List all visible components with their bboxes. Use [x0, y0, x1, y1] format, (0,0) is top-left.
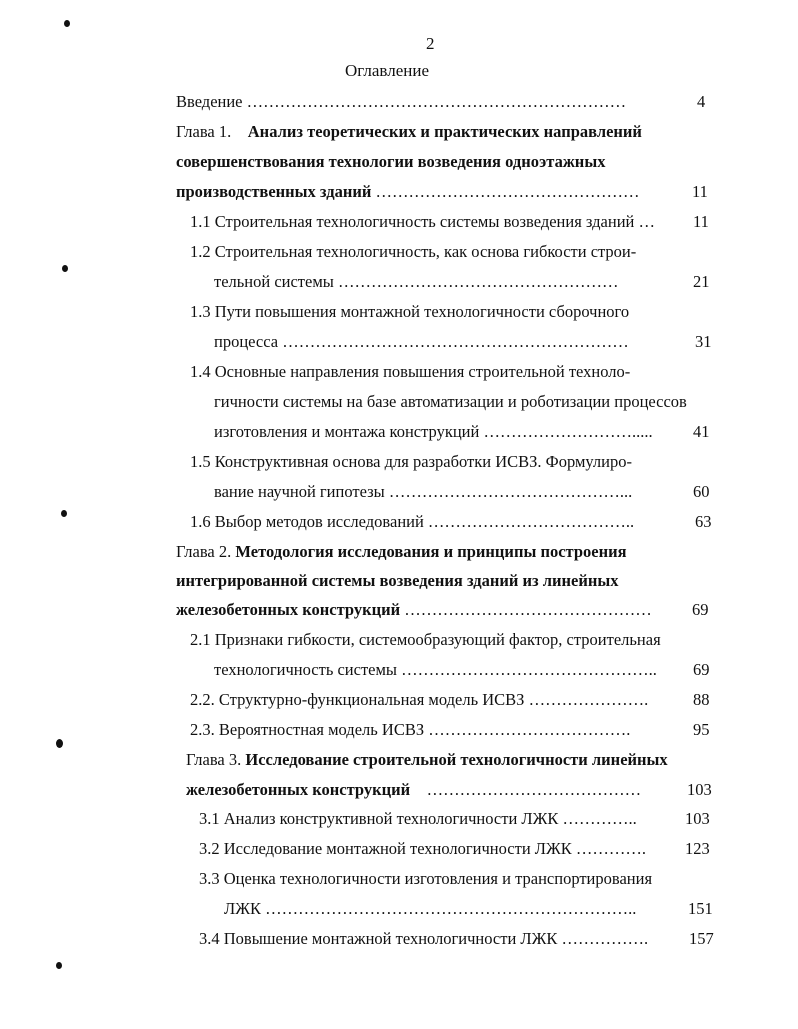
- toc-page-number: 151: [688, 899, 713, 918]
- page-number: 2: [426, 34, 435, 53]
- chapter-title-line: Методология исследования и принципы построения: [235, 542, 627, 561]
- toc-page-number: 11: [692, 182, 708, 201]
- toc-section-2-1[interactable]: 2.1 Признаки гибкости, системообразующий фактор, строительная: [190, 630, 661, 649]
- toc-page-number: 31: [695, 332, 712, 351]
- toc-chapter-2[interactable]: [176, 542, 627, 562]
- toc-leader-dots: …………………………………………: [375, 182, 640, 201]
- toc-section-1-6[interactable]: 1.6 Выбор методов исследований ………………………………..: [190, 512, 635, 531]
- punch-hole-mark: [61, 510, 67, 517]
- toc-chapter-1[interactable]: [176, 122, 642, 142]
- toc-page-number: 157: [689, 929, 714, 948]
- punch-hole-mark: [56, 739, 63, 748]
- toc-section-continuation: тельной системы ……………………………………………: [214, 272, 619, 291]
- toc-page-number: 103: [685, 809, 710, 828]
- chapter-title-line: совершенствования технологии возведения одноэтажных: [176, 152, 606, 171]
- chapter-title-last-line: [176, 600, 652, 620]
- toc-entry-label: Введение: [176, 92, 243, 111]
- toc-page-number: 4: [697, 92, 706, 111]
- chapter-title-line: железобетонных конструкций: [176, 600, 401, 619]
- toc-page-number: 103: [687, 780, 712, 799]
- toc-section-1-4[interactable]: 1.4 Основные направления повышения строительной техноло-: [190, 362, 631, 381]
- toc-chapter-3[interactable]: [186, 750, 668, 770]
- chapter-title-line: Исследование строительной технологичности линейных: [245, 750, 668, 769]
- punch-hole-mark: [62, 265, 68, 272]
- toc-leader-dots: …………………………………: [426, 780, 642, 799]
- toc-leader-dots: ……………………………………………………………: [246, 92, 627, 111]
- chapter-title-line: Анализ теоретических и практических направлений: [247, 122, 642, 141]
- toc-page-number: 123: [685, 839, 710, 858]
- toc-section-3-4[interactable]: 3.4 Повышение монтажной технологичности ЛЖК …………….: [199, 929, 649, 948]
- toc-section-1-1[interactable]: 1.1 Строительная технологичность системы возведения зданий …: [190, 212, 655, 231]
- toc-page-number: 95: [693, 720, 710, 739]
- toc-page-number: 11: [693, 212, 709, 231]
- toc-section-1-2[interactable]: 1.2 Строительная технологичность, как основа гибкости строи-: [190, 242, 637, 261]
- toc-page-number: 21: [693, 272, 710, 291]
- page-title: Оглавление: [345, 61, 429, 80]
- punch-hole-mark: [64, 20, 70, 27]
- toc-section-continuation: гичности системы на базе автоматизации и роботизации процессов: [214, 392, 687, 411]
- chapter-title-last-line: [186, 780, 641, 800]
- chapter-prefix: Глава 2.: [176, 542, 232, 561]
- chapter-title-last-line: [176, 182, 640, 202]
- toc-section-3-2[interactable]: 3.2 Исследование монтажной технологичности ЛЖК ………….: [199, 839, 647, 858]
- toc-section-continuation: изготовления и монтажа конструкций ……………………….....: [214, 422, 653, 441]
- chapter-title-line: железобетонных конструкций: [186, 780, 411, 799]
- toc-section-1-3[interactable]: 1.3 Пути повышения монтажной технологичности сборочного: [190, 302, 630, 321]
- chapter-prefix: Глава 1.: [176, 122, 232, 141]
- toc-section-3-3[interactable]: 3.3 Оценка технологичности изготовления и транспортирования: [199, 869, 653, 888]
- toc-section-continuation: процесса ………………………………………………………: [214, 332, 629, 351]
- chapter-title-line: производственных зданий: [176, 182, 372, 201]
- toc-page-number: 63: [695, 512, 712, 531]
- toc-section-continuation: вание научной гипотезы ……………………………………...: [214, 482, 633, 501]
- toc-page-number: 88: [693, 690, 710, 709]
- toc-page-number: 60: [693, 482, 710, 501]
- toc-section-continuation: технологичность системы ………………………………………..: [214, 660, 657, 679]
- toc-page-number: 41: [693, 422, 710, 441]
- chapter-prefix: Глава 3.: [186, 750, 242, 769]
- chapter-title-line: интегрированной системы возведения зданий из линейных: [176, 571, 619, 590]
- toc-entry-intro[interactable]: [176, 92, 626, 112]
- toc-section-2-3[interactable]: 2.3. Вероятностная модель ИСВЗ ……………………………….: [190, 720, 631, 739]
- toc-section-1-5[interactable]: 1.5 Конструктивная основа для разработки ИСВЗ. Формулиро-: [190, 452, 632, 471]
- punch-hole-mark: [56, 962, 62, 969]
- toc-section-3-1[interactable]: 3.1 Анализ конструктивной технологичности ЛЖК …………..: [199, 809, 637, 828]
- toc-section-continuation: ЛЖК …………………………………………………………..: [224, 899, 637, 918]
- toc-page-number: 69: [693, 660, 710, 679]
- toc-page-number: 69: [692, 600, 709, 619]
- toc-leader-dots: ………………………………………: [404, 600, 652, 619]
- toc-section-2-2[interactable]: 2.2. Структурно-функциональная модель ИСВЗ ………………….: [190, 690, 649, 709]
